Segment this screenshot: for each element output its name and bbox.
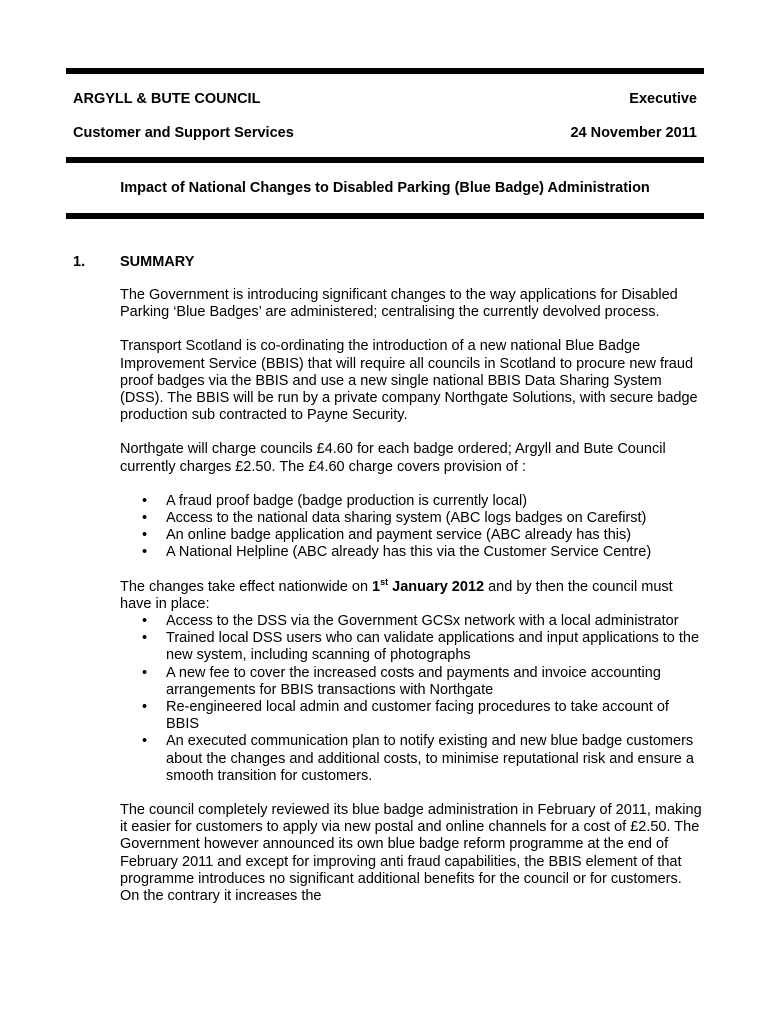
list-item: • A National Helpline (ABC already has this via the Customer Service Centre): [142, 544, 652, 561]
requirements-list: [120, 613, 705, 785]
bullet-icon: •: [142, 527, 148, 544]
committee-name: Executive: [629, 91, 697, 107]
title-rule: [66, 213, 704, 219]
meeting-date: 24 November 2011: [570, 125, 697, 141]
bullet-icon: •: [142, 664, 148, 681]
section-heading: SUMMARY: [120, 254, 195, 270]
bullet-icon: •: [142, 544, 148, 561]
list-item: • Re-engineered local admin and customer facing procedures to take account of BBIS: [142, 699, 669, 733]
paragraph-changes-date: The changes take effect nationwide on 1st January 2012 and by then the council must have in place:: [120, 576, 673, 612]
bullet-icon: •: [142, 630, 148, 647]
top-rule: [66, 68, 704, 74]
report-title: Impact of National Changes to Disabled Parking (Blue Badge) Administration: [120, 180, 650, 196]
bullet-icon: •: [142, 733, 148, 750]
paragraph-transport-scotland: Transport Scotland is co-ordinating the introduction of a new national Blue Badge Improvement Service (BBIS) that will require all councils in Scotland to procure new fraud proof badges via the BBIS and use a new single national BBIS Data Sharing System (DSS). The BBIS will be run by a private company Northgate Solutions, with secure badge production sub contracted to Payne Security.: [120, 338, 698, 424]
bullet-icon: •: [142, 613, 148, 630]
paragraph-northgate-charge: Northgate will charge councils £4.60 for each badge ordered; Argyll and Bute Council currently charges £2.50. The £4.60 charge covers provision of :: [120, 441, 666, 475]
section-number: 1.: [73, 254, 86, 270]
list-item: • A fraud proof badge (badge production is currently local): [142, 492, 528, 509]
bullet-icon: •: [142, 510, 148, 527]
summary-body: [120, 287, 705, 905]
list-item: • An executed communication plan to notify existing and new blue badge customers about the changes and additional costs, to minimise reputational risk and ensure a smooth transition for customers.: [142, 733, 694, 784]
org-name: ARGYLL & BUTE COUNCIL: [73, 91, 261, 107]
paragraph-council-review: The council completely reviewed its blue badge administration in February of 2011, making it easier for customers to apply via new postal and online channels for a cost of £2.50. The Government however announced its own blue badge reform programme at the end of February 2011 and except for improving anti fraud capabilities, the BBIS element of that programme introduces no significant additional benefits for the council or for customers. On the contrary it increases the: [120, 802, 702, 905]
provision-list: [120, 493, 705, 562]
list-item: • A new fee to cover the increased costs and payments and invoice accounting arrangements for BBIS transactions with Northgate: [142, 664, 661, 698]
list-item: • An online badge application and payment service (ABC already has this): [142, 527, 632, 544]
list-item: • Access to the national data sharing system (ABC logs badges on Carefirst): [142, 510, 647, 527]
list-item: • Access to the DSS via the Government GCSx network with a local administrator: [142, 613, 679, 630]
effective-date: 1st January 2012: [372, 576, 485, 595]
bullet-icon: •: [142, 492, 148, 509]
paragraph-intro: The Government is introducing significant changes to the way applications for Disabled Parking ‘Blue Badges’ are administered; centralising the currently devolved process.: [120, 287, 678, 321]
header-rule: [66, 157, 704, 163]
list-item: • Trained local DSS users who can validate applications and input applications to the new system, including scanning of photographs: [142, 630, 700, 664]
bullet-icon: •: [142, 699, 148, 716]
department-name: Customer and Support Services: [73, 125, 294, 141]
